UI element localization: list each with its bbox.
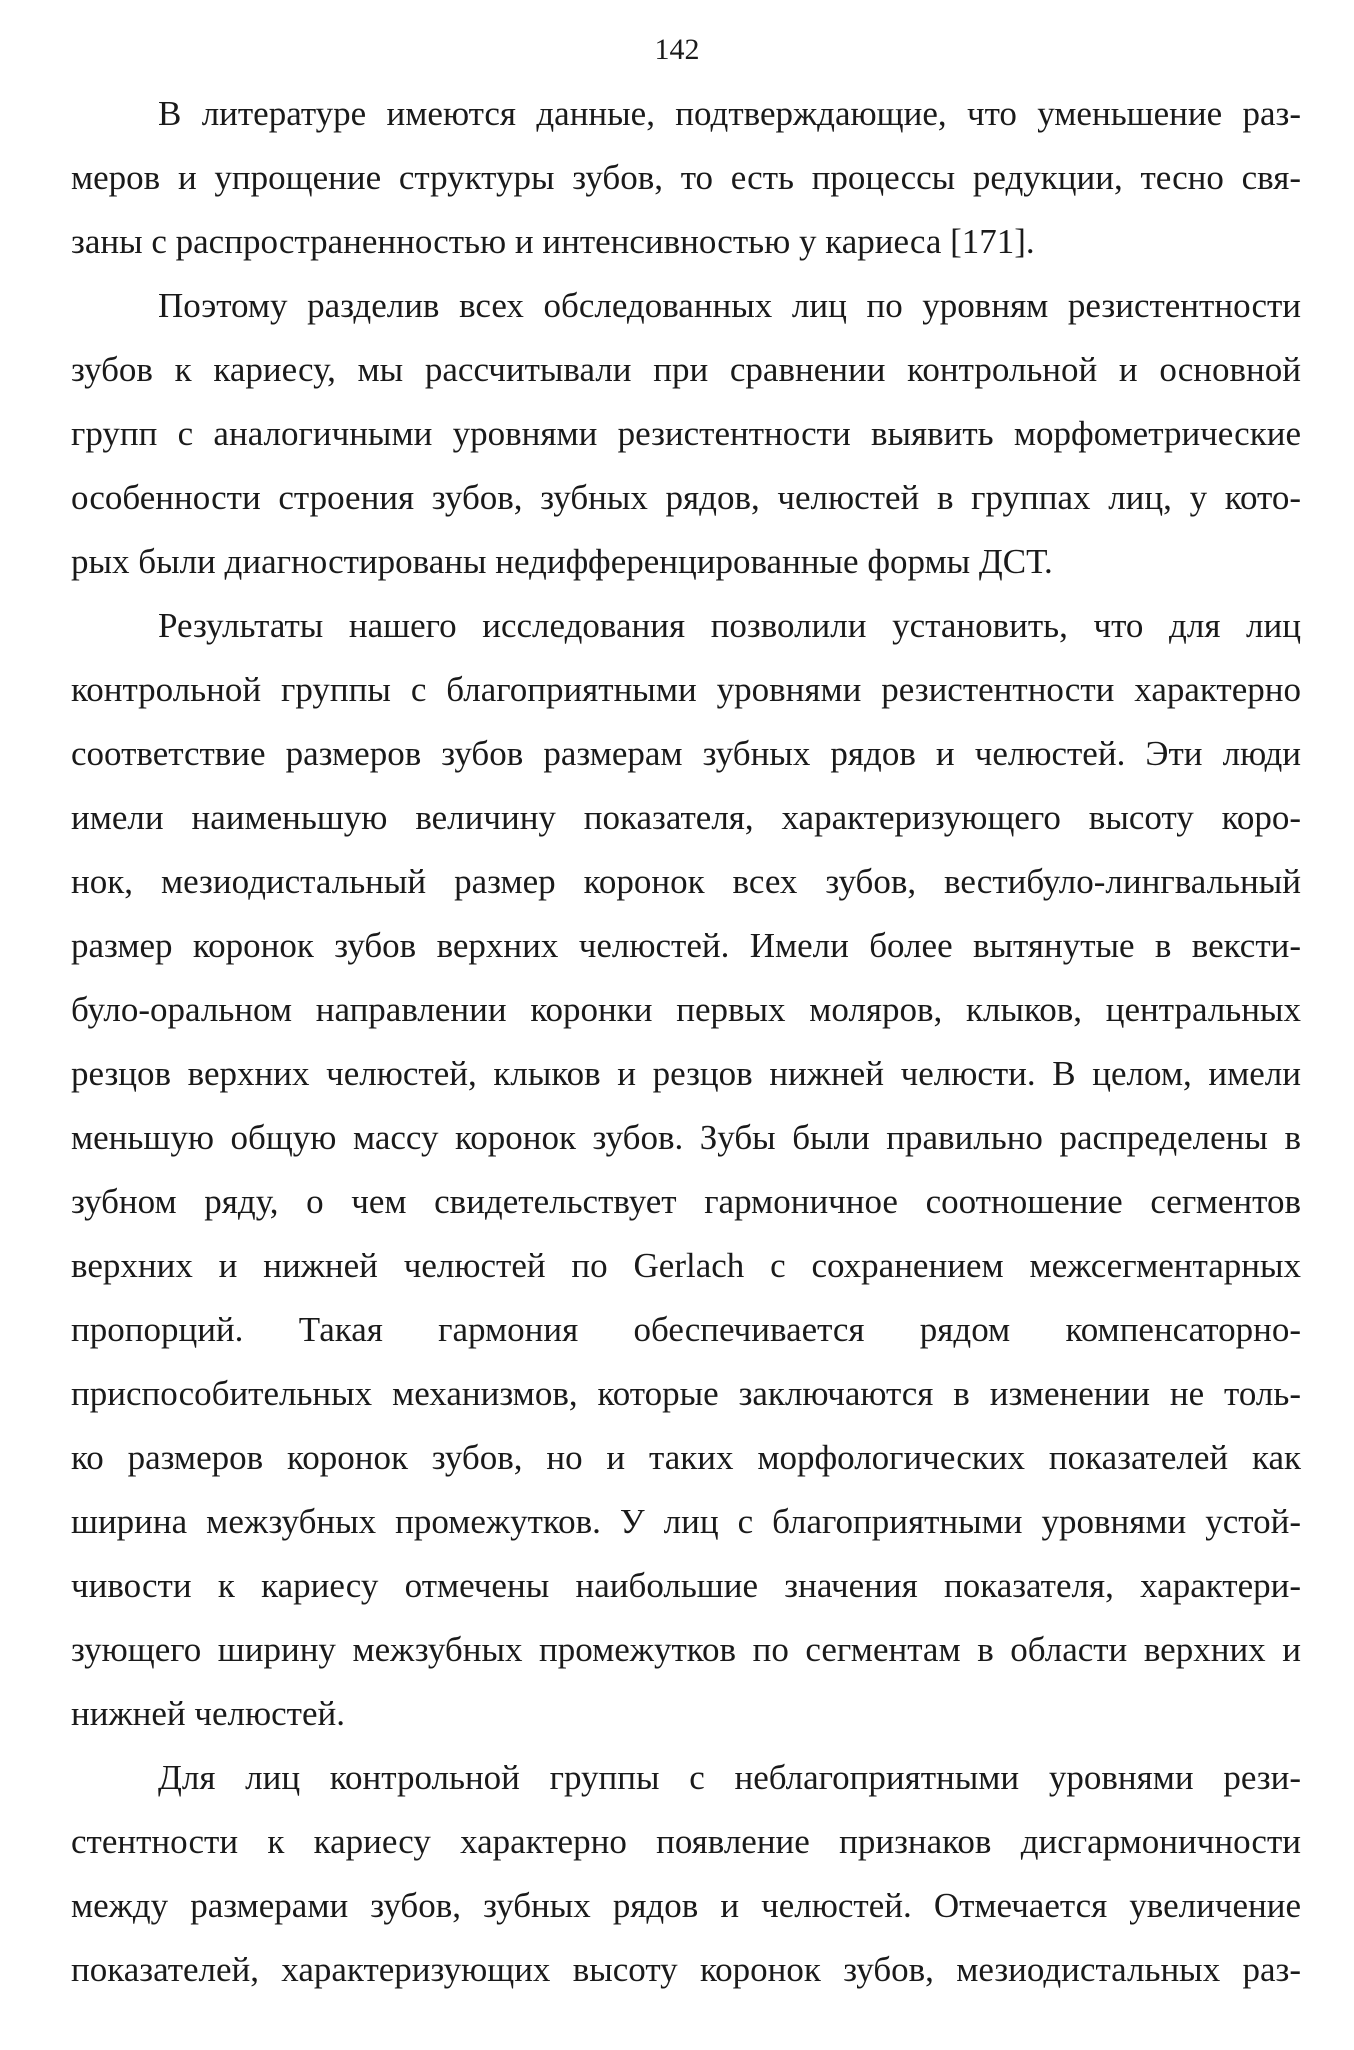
text-line: нижней челюстей. xyxy=(71,1694,345,1733)
text-line: стентности к кариесу характерно появление признаков дисгармоничности xyxy=(71,1822,1301,1861)
text-line: ширина межзубных промежутков. У лиц с благоприятными уровнями устой- xyxy=(71,1502,1301,1541)
text-line: между размерами зубов, зубных рядов и челюстей. Отмечается увеличение xyxy=(71,1886,1301,1925)
text-line: зубов к кариесу, мы рассчитывали при сравнении контрольной и основной xyxy=(71,350,1301,389)
text-line: резцов верхних челюстей, клыков и резцов нижней челюсти. В целом, имели xyxy=(71,1054,1301,1093)
text-line: Поэтому разделив всех обследованных лиц по уровням резистентности xyxy=(158,286,1301,325)
text-line: меров и упрощение структуры зубов, то есть процессы редукции, тесно свя- xyxy=(71,158,1301,197)
text-line: контрольной группы с благоприятными уровнями резистентности характерно xyxy=(71,670,1301,709)
text-line: чивости к кариесу отмечены наибольшие значения показателя, характери- xyxy=(71,1566,1301,1605)
text-line: верхних и нижней челюстей по Gerlach с сохранением межсегментарных xyxy=(71,1246,1301,1285)
text-line: рых были диагностированы недифференцированные формы ДСТ. xyxy=(71,542,1053,581)
text-line: пропорций. Такая гармония обеспечивается рядом компенсаторно- xyxy=(71,1310,1301,1349)
text-line: приспособительных механизмов, которые заключаются в изменении не толь- xyxy=(71,1374,1301,1413)
text-line: заны с распространенностью и интенсивностью у кариеса [171]. xyxy=(71,222,1035,261)
text-line: особенности строения зубов, зубных рядов, челюстей в группах лиц, у кото- xyxy=(71,478,1301,517)
text-line: нок, мезиодистальный размер коронок всех зубов, вестибуло-лингвальный xyxy=(71,862,1301,901)
text-line: размер коронок зубов верхних челюстей. Имели более вытянутые в вексти- xyxy=(71,926,1301,965)
text-line: соответствие размеров зубов размерам зубных рядов и челюстей. Эти люди xyxy=(71,734,1301,773)
text-line: групп с аналогичными уровнями резистентности выявить морфометрические xyxy=(71,414,1301,453)
text-line: зубном ряду, о чем свидетельствует гармоничное соотношение сегментов xyxy=(71,1182,1301,1221)
text-line: меньшую общую массу коронок зубов. Зубы были правильно распределены в xyxy=(71,1118,1301,1157)
page-number: 142 xyxy=(654,33,700,66)
text-line: показателей, характеризующих высоту коронок зубов, мезиодистальных раз- xyxy=(71,1950,1301,1989)
text-line: ко размеров коронок зубов, но и таких морфологических показателей как xyxy=(71,1438,1301,1477)
text-line: Для лиц контрольной группы с неблагоприятными уровнями рези- xyxy=(158,1758,1301,1797)
text-line: имели наименьшую величину показателя, характеризующего высоту коро- xyxy=(71,798,1301,837)
text-line: В литературе имеются данные, подтверждающие, что уменьшение раз- xyxy=(158,94,1301,133)
text-line: було-оральном направлении коронки первых моляров, клыков, центральных xyxy=(71,990,1301,1029)
text-line: зующего ширину межзубных промежутков по сегментам в области верхних и xyxy=(71,1630,1301,1669)
text-line: Результаты нашего исследования позволили установить, что для лиц xyxy=(158,606,1301,645)
